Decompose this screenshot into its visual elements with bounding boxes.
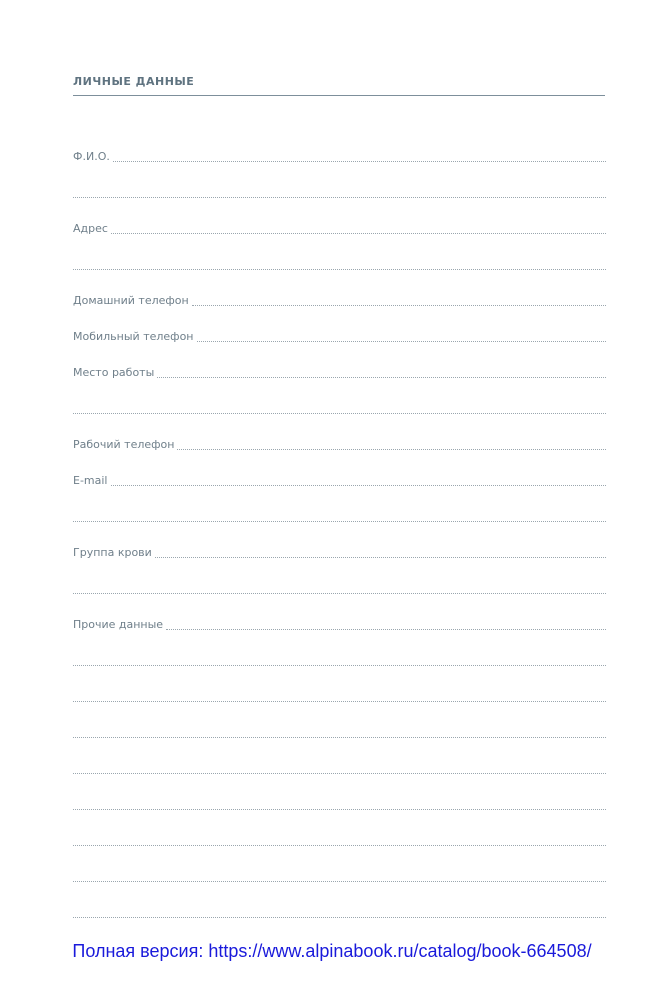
title-divider: [73, 95, 605, 96]
other-data-line-6[interactable]: [73, 797, 606, 811]
other-data-line-3[interactable]: [73, 689, 606, 703]
work-phone-line: [177, 449, 606, 450]
blank-line: [73, 773, 606, 774]
blank-line: [73, 593, 606, 594]
blood-group-line: [155, 557, 606, 558]
blood-group-label: Группа крови: [73, 546, 152, 559]
email-continuation-line[interactable]: [73, 509, 606, 523]
other-data-label: Прочие данные: [73, 618, 164, 631]
address-continuation-line[interactable]: [73, 257, 606, 271]
fio-line: [113, 161, 606, 162]
blank-line: [73, 197, 606, 198]
mobile-phone-field[interactable]: [73, 329, 606, 343]
blood-group-field[interactable]: [73, 545, 606, 559]
workplace-continuation-line[interactable]: [73, 401, 606, 415]
blank-line: [73, 881, 606, 882]
other-data-line-4[interactable]: [73, 725, 606, 739]
blank-line: [73, 845, 606, 846]
page-title: ЛИЧНЫЕ ДАННЫЕ: [73, 75, 195, 88]
blank-line: [73, 917, 606, 918]
blood-group-continuation-line[interactable]: [73, 581, 606, 595]
blank-line: [73, 413, 606, 414]
workplace-field[interactable]: [73, 365, 606, 379]
mobile-phone-line: [197, 341, 607, 342]
work-phone-field[interactable]: [73, 437, 606, 451]
address-label: Адрес: [73, 222, 108, 235]
other-data-line-9[interactable]: [73, 905, 606, 919]
work-phone-label: Рабочий телефон: [73, 438, 175, 451]
email-line: [111, 485, 607, 486]
home-phone-line: [192, 305, 606, 306]
fio-continuation-line[interactable]: [73, 185, 606, 199]
other-data-line-2[interactable]: [73, 653, 606, 667]
full-version-link[interactable]: Полная версия: https://www.alpinabook.ru/catalog/book-664508/: [72, 941, 592, 961]
home-phone-field[interactable]: [73, 293, 606, 307]
fio-field[interactable]: [73, 149, 606, 163]
blank-line: [73, 521, 606, 522]
other-data-field[interactable]: [73, 617, 606, 631]
address-line: [111, 233, 606, 234]
email-field[interactable]: [73, 473, 606, 487]
blank-line: [73, 269, 606, 270]
fio-label: Ф.И.О.: [73, 150, 110, 163]
email-label: E-mail: [73, 474, 108, 487]
workplace-line: [157, 377, 606, 378]
blank-line: [73, 665, 606, 666]
home-phone-label: Домашний телефон: [73, 294, 189, 307]
blank-line: [73, 809, 606, 810]
other-data-line-5[interactable]: [73, 761, 606, 775]
address-field[interactable]: [73, 221, 606, 235]
blank-line: [73, 737, 606, 738]
mobile-phone-label: Мобильный телефон: [73, 330, 194, 343]
other-data-line: [166, 629, 606, 630]
other-data-line-8[interactable]: [73, 869, 606, 883]
workplace-label: Место работы: [73, 366, 155, 379]
blank-line: [73, 701, 606, 702]
other-data-line-7[interactable]: [73, 833, 606, 847]
